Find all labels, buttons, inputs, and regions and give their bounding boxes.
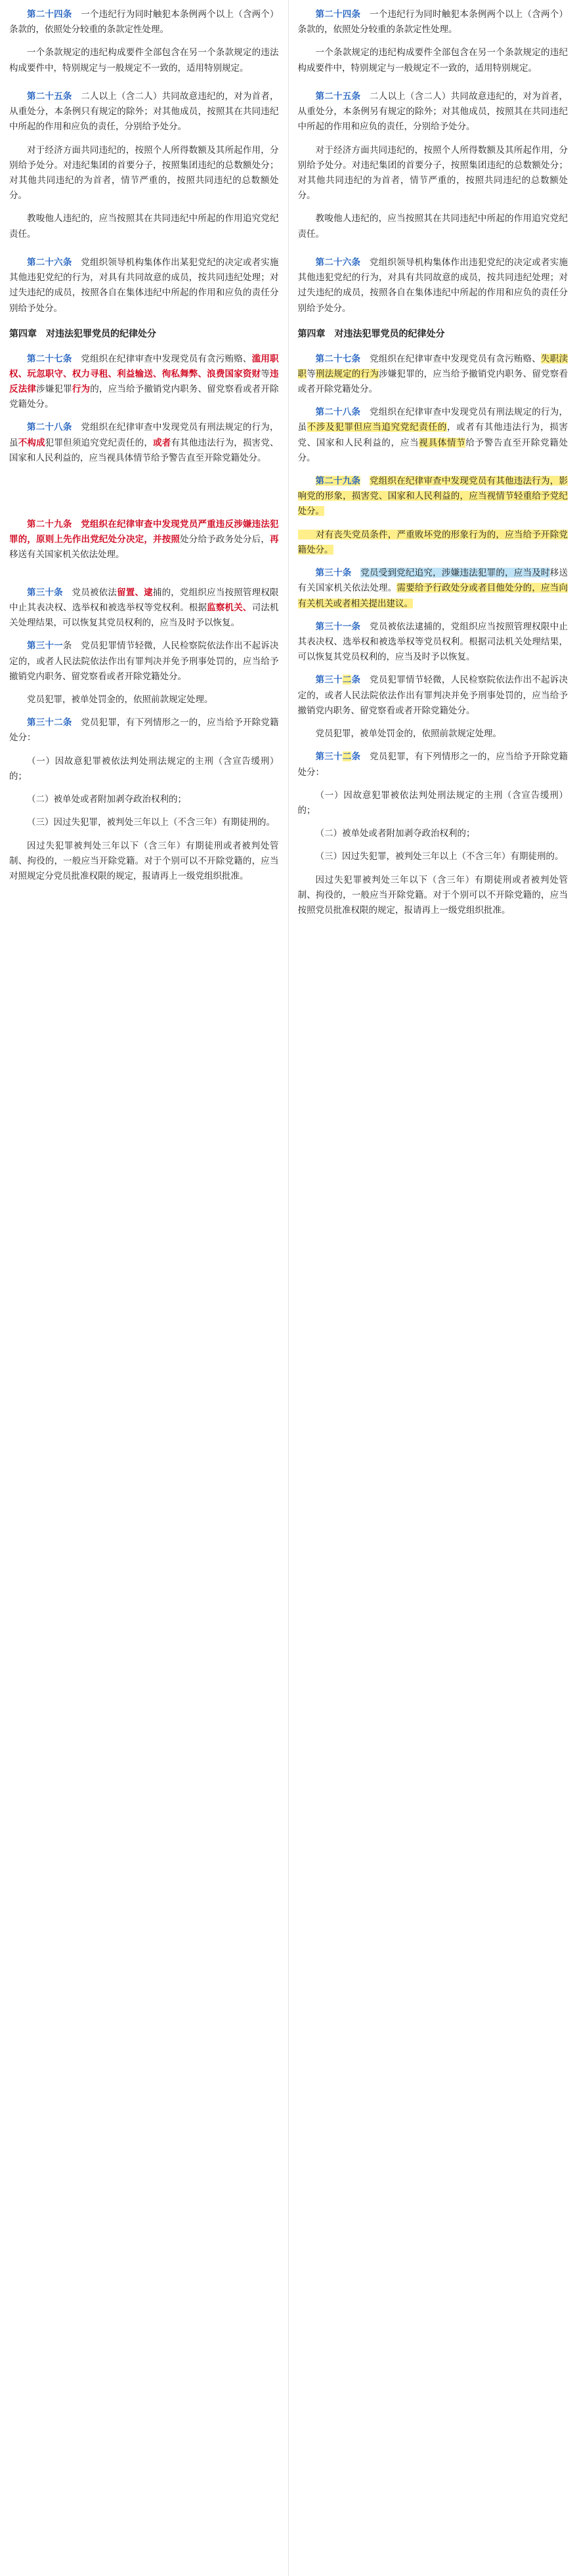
paragraph-L9: 第二十八条 党组织在纪律审查中发现党员有刑法规定的行为，虽不构成犯罪但须追究党纪责任的，或者有其他违法行为，损害党、国家和人民利益的，应当视具体情节给予警告直至开除党籍处分。 (9, 422, 279, 463)
paragraph-R13: 第三十一条 党员被依法逮捕的，党组织应当按照管理权限中止其表决权、选举权和被选举权等党员权利。根据司法机关处理结果，可以恢复其党员权利的，应当及时予以恢复。 (297, 621, 568, 662)
article-number: 第二十六条 (315, 257, 361, 267)
chapter-heading-R7: 第四章 对违法犯罪党员的纪律处分 (297, 327, 445, 339)
article-number: 第二十九条 (315, 476, 361, 486)
article-number: 第三十一 (27, 641, 63, 651)
paragraph-R18: （二）被单处或者附加剥夺政治权利的； (315, 828, 475, 839)
paragraph-R15: 党员犯罪，被单处罚金的，依照前款规定处理。 (315, 728, 502, 739)
paragraph-L14: 第三十二条 党员犯罪，有下列情形之一的，应当给予开除党籍处分： (9, 717, 279, 743)
chapter-heading-L7: 第四章 对违法犯罪党员的纪律处分 (9, 327, 156, 339)
paragraph-R12: 第三十条 党员受到党纪追究，涉嫌违法犯罪的，应当及时移送有关国家机关依法处理。需要给予行政处分或者目他处分的，应当向有关机关或者相关提出建议。 (297, 568, 568, 608)
paragraph-L6: 第二十六条 党组织领导机构集体作出某犯党纪的决定或者实施其他违犯党纪的行为，对具有共同故意的成员，按共同违纪处理；对过失违纪的成员，按照各自在集体违纪中所起的作用和应负的责任分别给予处分。 (9, 257, 279, 313)
paragraph-R14: 第三十二条 党员犯罪情节轻微，人民检察院依法作出不起诉决定的，或者人民法院依法作出有罪判决并免予刑事处罚的，应当给予撤销党内职务、留党察看或者开除党籍处分。 (297, 675, 568, 715)
right-column (289, 0, 577, 2576)
article-number: 第三十条 (27, 587, 63, 597)
article-number: 第二十七条 (27, 353, 72, 364)
paragraph-L16: （二）被单处或者附加剥夺政治权利的； (27, 794, 186, 805)
paragraph-L2: 一个条款规定的违纪构成要件全部包含在另一个条款规定的违法构成要件中，特别规定与一般规定不一致的，适用特别规定。 (9, 47, 279, 73)
paragraph-R6: 第二十六条 党组织领导机构集体作出违犯党纪的决定或者实施其他违犯党纪的行为，对具有共同故意的成员，按共同违纪处理；对过失违纪的成员，按照各自在集体违纪中所起的作用和应负的责任分别给予处分。 (297, 257, 568, 313)
paragraph-L13: 党员犯罪，被单处罚金的，依照前款规定处理。 (27, 694, 213, 705)
article-number: 第二十六条 (27, 257, 72, 267)
paragraph-R5: 教唆他人违纪的，应当按照其在共同违纪中所起的作用追究党纪责任。 (297, 213, 568, 239)
article-number: 第三十条 (315, 568, 352, 578)
paragraph-R17: （一）因故意犯罪被依法判处刑法规定的主刑（含宣告缓刑）的； (297, 790, 568, 815)
paragraph-L17: （三）因过失犯罪，被判处三年以上（不含三年）有期徒刑的。 (27, 817, 275, 828)
paragraph-R10: 第二十九条 党组织在纪律审查中发现党员有其他违法行为，影响党的形象，损害党、国家和人民利益的，应当视情节轻重给予党纪处分。 (297, 476, 568, 517)
article-number: 第二十五条 (27, 91, 72, 101)
paragraph-L10: 第二十九条 党组织在纪律审查中发现党员严重违反涉嫌违法犯罪的，原则上先作出党纪处分决定，并按照处分给予政务处分后，再移送有关国家机关依法处理。 (9, 519, 279, 560)
paragraph-R2: 一个条款规定的违纪构成要件全部包含在另一个条款规定的违纪构成要件中，特别规定与一般规定不一致的，适用特别规定。 (297, 47, 568, 73)
article-number: 第二十七条 (315, 353, 361, 364)
paragraph-R19: （三）因过失犯罪，被判处三年以上（不含三年）有期徒刑的。 (315, 851, 564, 862)
paragraph-L1: 第二十四条 一个违纪行为同时触犯本条例两个以上（含两个）条款的，依照处分较重的条款定性处理。 (9, 9, 279, 35)
paragraph-L11: 第三十条 党员被依法留置、逮捕的，党组织应当按照管理权限中止其表决权、选举权和被选举权等党权利。根据监察机关、司法机关处理结果，可以恢复其党员权利的，应当及时予以恢复。 (9, 587, 279, 628)
article-number: 第二十四条 (315, 9, 361, 19)
paragraph-L12: 第三十一条 党员犯罪情节轻微，人民检察院依法作出不起诉决定的，或者人民法院依法作出有罪判决并免予刑事处罚的，应当给予撤销党内职务、留党察看或者开除党籍处分。 (9, 641, 279, 681)
paragraph-L3: 第二十五条 二人以上（含二人）共同故意违纪的，对为首者，从重处分，本条例只有规定的除外；对其他成员，按照其在共同违纪中所起的作用和应负的责任，分别给予处分。 (9, 91, 279, 132)
article-number: 第二十八条 (315, 407, 361, 417)
paragraph-L18: 因过失犯罪被判处三年以下（含三年）有期徒刑或者被判处管制、拘役的，一般应当开除党籍。对于个别可以不开除党籍的，应当对照规定分党员批准权限的规定，报请再上一级党组织批准。 (9, 840, 279, 881)
article-number: 第二十八条 (27, 422, 72, 433)
paragraph-R11: 对有丧失党员条件，严重败坏党的形象行为的，应当给予开除党籍处分。 (297, 529, 568, 555)
paragraph-L8: 第二十七条 党组织在纪律审查中发现党员有贪污贿赂、滥用职权、玩忽职守、权力寻租、利益输送、徇私舞弊、浪费国家资财等违反法律涉嫌犯罪行为的，应当给予撤销党内职务、留党察看或者开除党籍处分。 (9, 353, 279, 410)
article-number: 第三十二条 (315, 675, 361, 685)
article-number: 第三十二条 (315, 751, 361, 762)
paragraph-L4: 对于经济方面共同违纪的，按照个人所得数额及其所起作用，分别给予处分。对违纪集团的首要分子，按照集团违纪的总数额处分；对其他共同违纪的为首者，情节严重的，按照共同违纪的总数额处分。 (9, 144, 279, 201)
article-number: 第二十五条 (315, 91, 361, 101)
paragraph-L15: （一）因故意犯罪被依法判处刑法规定的主刑（含宣告缓刑）的； (9, 755, 279, 781)
article-number: 第二十四条 (27, 9, 72, 19)
article-number: 第二十九条 (27, 519, 72, 530)
paragraph-R8: 第二十七条 党组织在纪律审查中发现党员有贪污贿赂、失职渎职等刑法规定的行为涉嫌犯罪的，应当给予撤销党内职务、留党察看或者开除党籍处分。 (297, 353, 568, 394)
paragraph-R4: 对于经济方面共同违纪的，按照个人所得数额及其所起作用，分别给予处分。对违纪集团的首要分子，按照集团违纪的总数额处分；对其他共同违纪的为首者，情节严重的，按照共同违纪的总数额处分。 (297, 144, 568, 201)
paragraph-R16: 第三十二条 党员犯罪，有下列情形之一的，应当给予开除党籍处分： (297, 751, 568, 777)
paragraph-L5: 教唆他人违纪的，应当按照其在共同违纪中所起的作用追究党纪责任。 (9, 213, 279, 239)
paragraph-R20: 因过失犯罪被判处三年以下（含三年）有期徒刑或者被判处管制、拘役的，一般应当开除党籍。对于个别可以不开除党籍的，应当按照党员批准权限的规定，报请再上一级党组织批准。 (297, 874, 568, 916)
article-number: 第三十一条 (315, 621, 361, 631)
paragraph-R3: 第二十五条 二人以上（含二人）共同故意违纪的，对为首者，从重处分，本条例另有规定的除外；对其他成员，按照其在共同违纪中所起的作用和应负的责任，分别给予处分。 (297, 91, 568, 132)
article-number: 第三十二条 (27, 717, 72, 728)
paragraph-R9: 第二十八条 党组织在纪律审查中发现党员有刑法规定的行为，虽不涉及犯罪但应当追究党纪责任的，或者有其他违法行为，损害党、国家和人民利益的，应当视具体情节给予警告直至开除党籍处分。 (297, 407, 568, 463)
paragraph-R1: 第二十四条 一个违纪行为同时触犯本条例两个以上（含两个）条款的，依照处分较重的条款定性处理。 (297, 9, 568, 35)
